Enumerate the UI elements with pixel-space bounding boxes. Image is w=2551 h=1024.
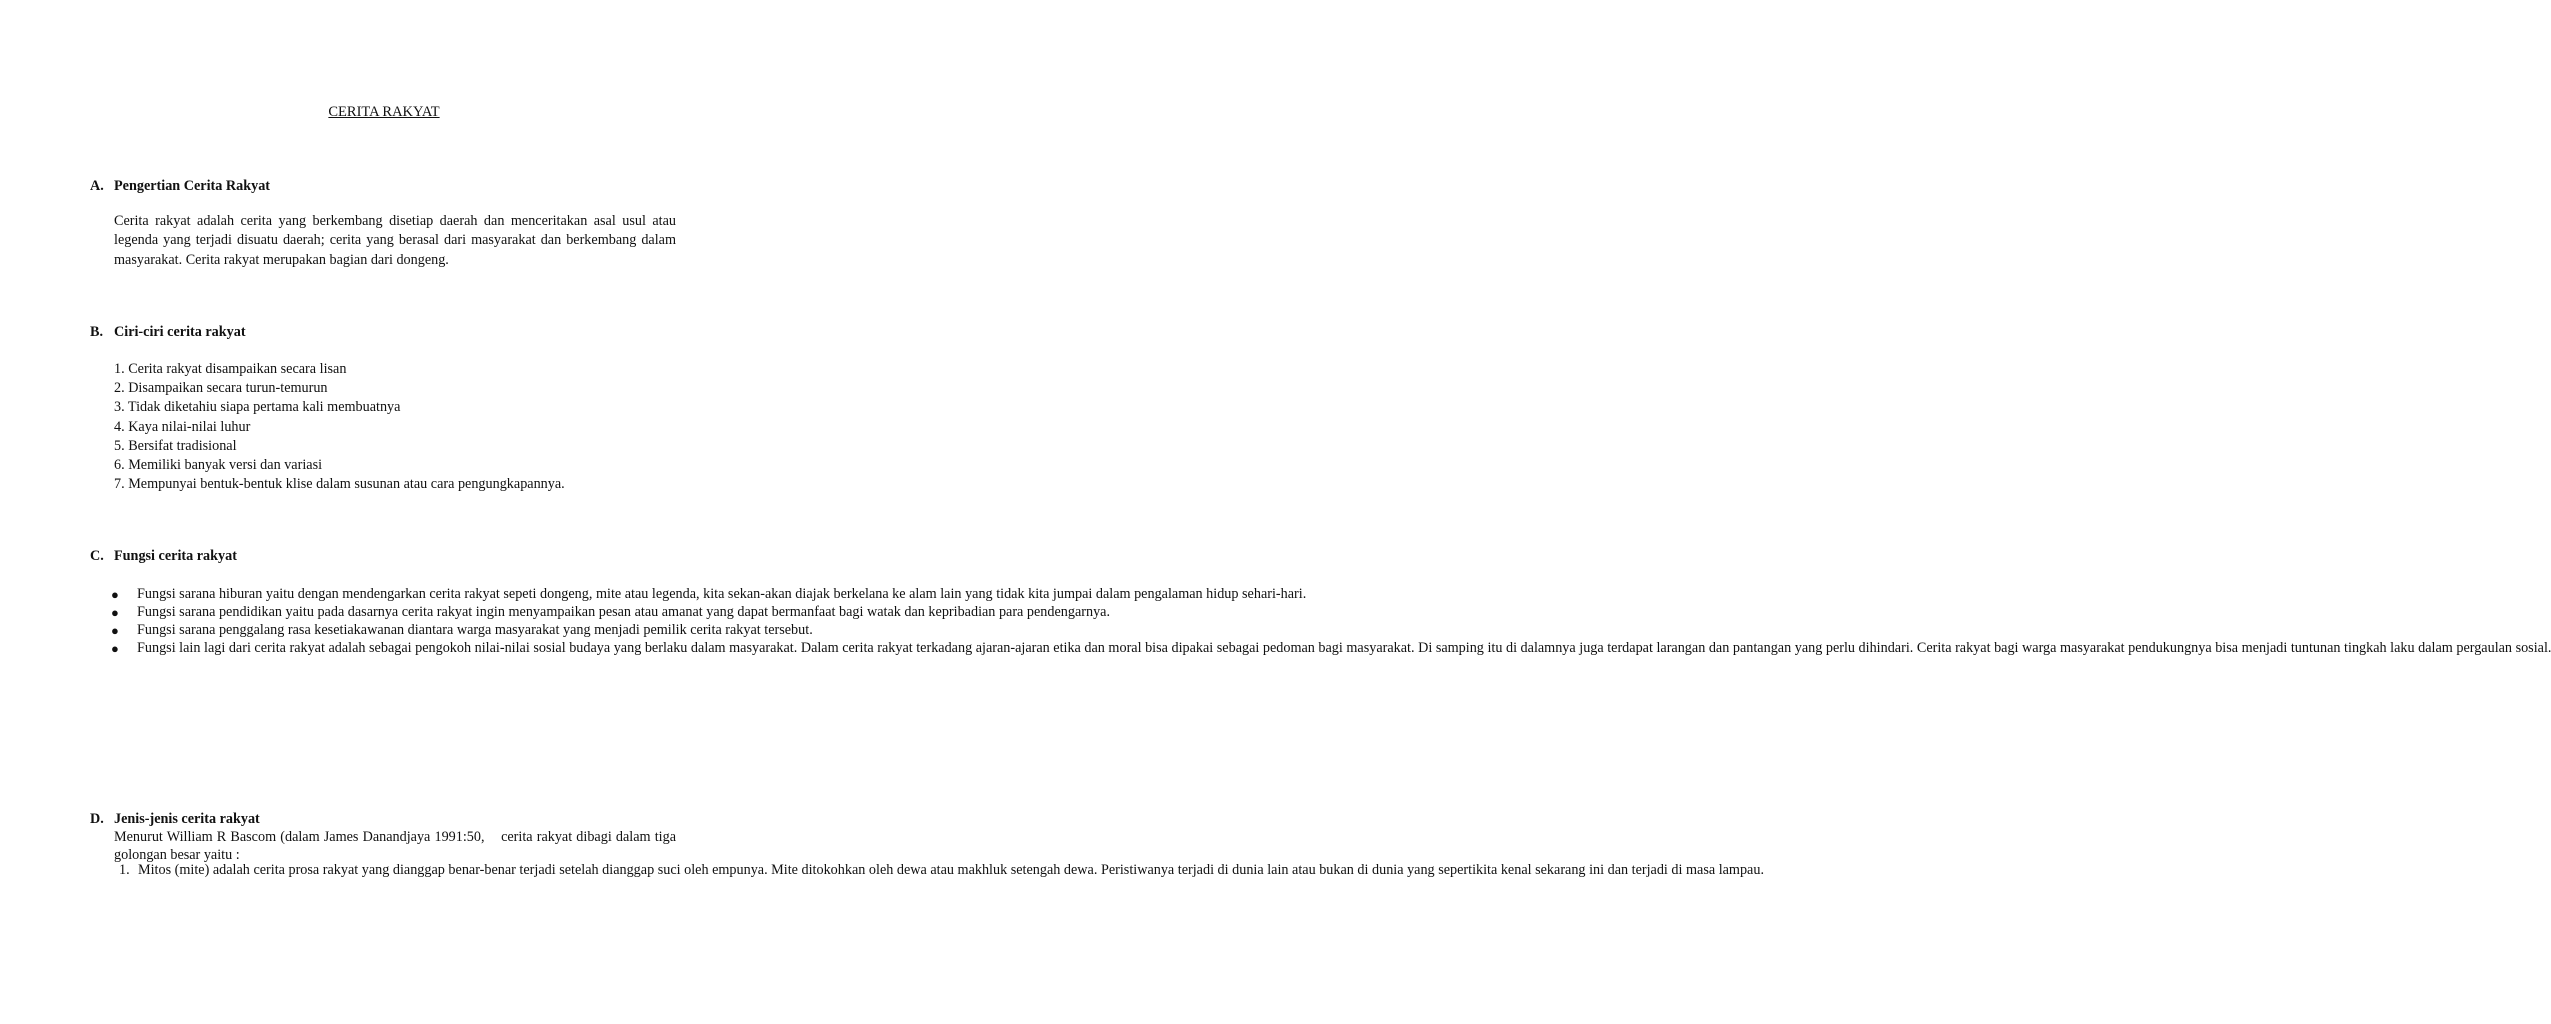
functions-list xyxy=(108,586,2551,658)
list-item: 7. Mempunyai bentuk-bentuk klise dalam susunan atau cara pengungkapannya. xyxy=(114,476,565,493)
list-item: 6. Memiliki banyak versi dan variasi xyxy=(114,457,323,474)
section-c-heading xyxy=(90,548,237,565)
document-title: CERITA RAKYAT xyxy=(328,104,440,120)
section-d-letter: D. xyxy=(90,811,104,827)
bullet-icon: ● xyxy=(111,640,119,656)
bullet-text: Fungsi sarana hiburan yaitu dengan mendengarkan cerita rakyat sepeti dongeng, mite atau legenda, kita sekan-akan diajak berkelana ke alam lain yang tidak kita jumpai dalam pengalaman hidup sehari-hari. xyxy=(137,586,1307,602)
section-a-title: Pengertian Cerita Rakyat xyxy=(114,178,271,194)
section-c-title: Fungsi cerita rakyat xyxy=(114,548,237,564)
types-list xyxy=(114,862,1764,880)
list-item xyxy=(108,639,2551,658)
section-b-title: Ciri-ciri cerita rakyat xyxy=(114,324,246,340)
list-item: 4. Kaya nilai-nilai luhur xyxy=(114,418,251,435)
bullet-text: Fungsi lain lagi dari cerita rakyat adalah sebagai pengokoh nilai-nilai sosial budaya yang berlaku dalam masyarakat. Dalam cerita rakyat terkadang ajaran-ajaran etika dan moral bisa dipakai sebagai pedoman bagi masyarakat. Di samping itu di dalamnya juga terdapat larangan dan pantangan yang perlu dihindari. Cerita rakyat bagi warga masyarakat pendukungnya bisa menjadi tuntunan tingkah laku dalam pergaulan sosial. xyxy=(137,639,2551,656)
bullet-icon: ● xyxy=(111,622,119,638)
section-d-title: Jenis-jenis cerita rakyat xyxy=(114,811,260,827)
list-item xyxy=(108,586,1307,604)
list-item: 5. Bersifat tradisional xyxy=(114,437,237,454)
list-item: 3. Tidak diketahiu siapa pertama kali membuatnya xyxy=(114,399,401,416)
section-c-letter: C. xyxy=(90,548,104,564)
list-item xyxy=(108,603,1111,622)
list-item: 1. Cerita rakyat disampaikan secara lisan xyxy=(114,361,347,377)
bullet-icon: ● xyxy=(111,587,119,602)
section-a-paragraph: Cerita rakyat adalah cerita yang berkembang disetiap daerah dan menceritakan asal usul atau legenda yang terjadi disuatu daerah; cerita yang berasal dari masyarakat dan berkembang dalam masyarakat. Cerita rakyat merupakan bagian dari dongeng. xyxy=(114,213,676,268)
list-number: 1. xyxy=(119,862,130,878)
list-item xyxy=(114,862,1764,880)
list-item xyxy=(108,621,813,640)
list-item: 2. Disampaikan secara turun-temurun xyxy=(114,380,328,397)
list-text: Mitos (mite) adalah cerita prosa rakyat yang dianggap benar-benar terjadi setelah dianggap suci oleh empunya. Mite ditokohkan oleh dewa atau makhluk setengah dewa. Peristiwanya terjadi di dunia lain atau bukan di dunia yang sepertikita kenal sekarang ini dan terjadi di masa lampau. xyxy=(138,862,1764,878)
section-a-heading xyxy=(90,178,270,195)
section-a-letter: A. xyxy=(90,178,104,194)
characteristics-list xyxy=(114,360,565,494)
section-d-heading xyxy=(90,811,260,828)
section-b-heading xyxy=(90,324,246,341)
section-d-intro: Menurut William R Bascom (dalam James Danandjaya 1991:50, cerita rakyat dibagi dalam tiga golongan besar yaitu : xyxy=(114,829,680,864)
bullet-text: Fungsi sarana penggalang rasa kesetiakawanan diantara warga masyarakat yang menjadi pemilik cerita rakyat tersebut. xyxy=(137,621,813,638)
bullet-icon: ● xyxy=(111,604,119,620)
bullet-text: Fungsi sarana pendidikan yaitu pada dasarnya cerita rakyat ingin menyampaikan pesan atau amanat yang dapat bermanfaat bagi watak dan kepribadian para pendengarnya. xyxy=(137,603,1111,620)
section-b-letter: B. xyxy=(90,324,104,340)
